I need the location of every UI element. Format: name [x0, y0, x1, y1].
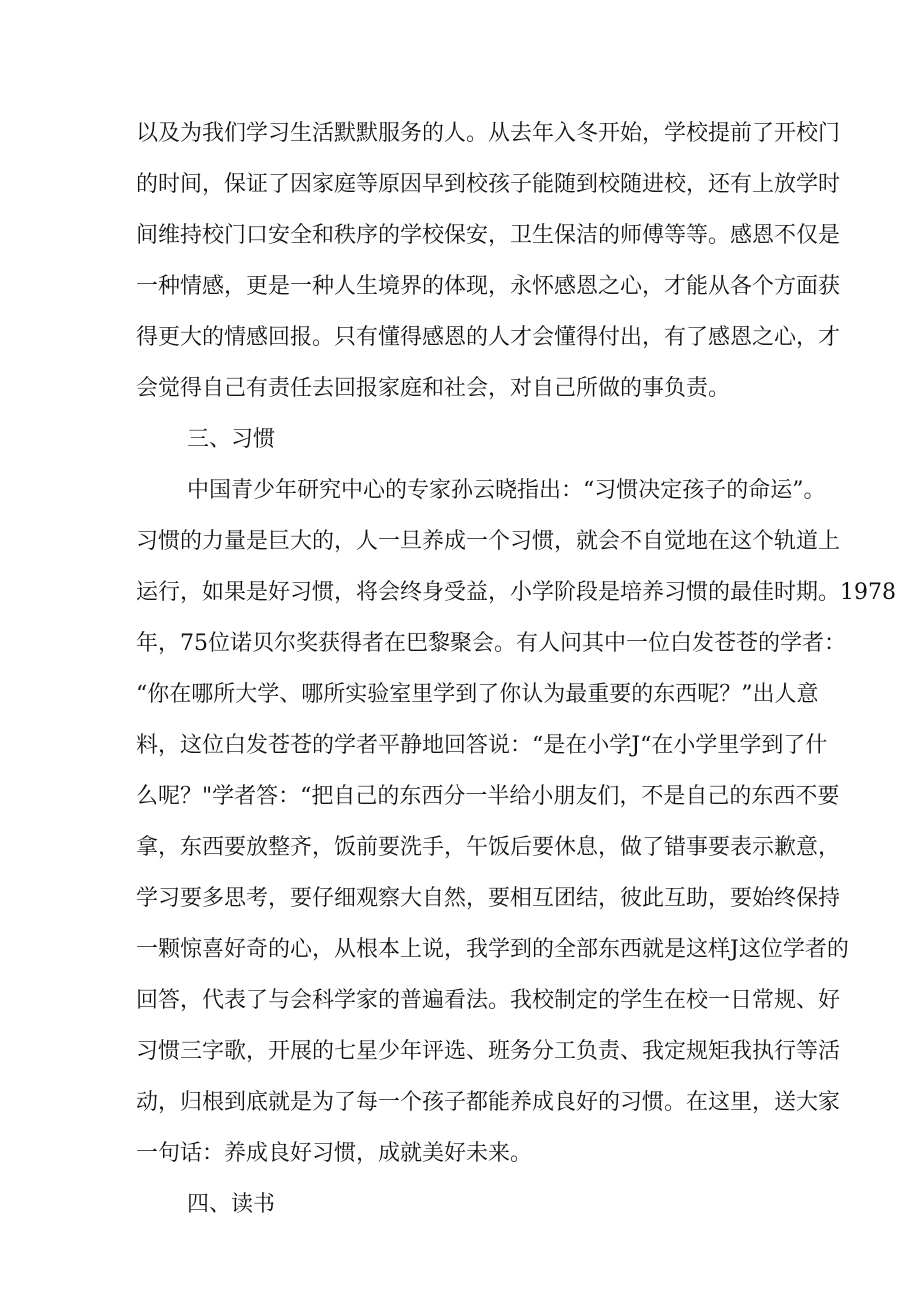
paragraph-line: 料，这位白发苍苍的学者平静地回答说：“是在小学J“在小学里学到了什: [136, 733, 828, 758]
paragraph-line: 得更大的情感回报。只有懂得感恩的人才会懂得付出，有了感恩之心，才: [136, 325, 841, 350]
paragraph-line: 会觉得自己有责任去回报家庭和社会，对自己所做的事负责。: [136, 376, 731, 401]
paragraph-line: 么呢？"学者答：“把自己的东西分一半给小朋友们，不是自己的东西不要: [136, 784, 840, 809]
paragraph-line: 习惯的力量是巨大的，人一旦养成一个习惯，就会不自觉地在这个轨道上: [136, 529, 841, 554]
paragraph-line: 年，75位诺贝尔奖获得者在巴黎聚会。有人问其中一位白发苍苍的学者：: [136, 631, 846, 656]
paragraph-line: 动，归根到底就是为了每一个孩子都能养成良好的习惯。在这里，送大家: [136, 1090, 841, 1115]
paragraph-line: 中国青少年研究中心的专家孙云晓指出：“习惯决定孩子的命运”。: [187, 478, 826, 503]
paragraph-line: 间维持校门口安全和秩序的学校保安，卫生保洁的师傅等等。感恩不仅是: [136, 223, 841, 248]
paragraph-line: 以及为我们学习生活默默服务的人。从去年入冬开始，学校提前了开校门: [136, 121, 841, 146]
section-heading: 三、习惯: [187, 427, 276, 452]
paragraph-line: 拿，东西要放整齐，饭前要洗手，午饭后要休息，做了错事要表示歉意，: [136, 835, 841, 860]
paragraph-line: 一种情感，更是一种人生境界的体现，永怀感恩之心，才能从各个方面获: [136, 274, 841, 299]
paragraph-line: 习惯三字歌，开展的七星少年评选、班务分工负责、我定规矩我执行等活: [136, 1039, 841, 1064]
section-heading: 四、读书: [187, 1192, 276, 1217]
paragraph-line: 回答，代表了与会科学家的普遍看法。我校制定的学生在校一日常规、好: [136, 988, 841, 1013]
paragraph-line: 的时间，保证了因家庭等原因早到校孩子能随到校随进校，还有上放学时: [136, 172, 841, 197]
paragraph-line: 学习要多思考，要仔细观察大自然，要相互团结，彼此互助，要始终保持: [136, 886, 841, 911]
paragraph-line: “你在哪所大学、哪所实验室里学到了你认为最重要的东西呢？”出人意: [136, 682, 819, 707]
paragraph-line: 一句话：养成良好习惯，成就美好未来。: [136, 1141, 533, 1166]
paragraph-line: 一颗惊喜好奇的心，从根本上说，我学到的全部东西就是这样J这位学者的: [136, 937, 849, 962]
paragraph-line: 运行，如果是好习惯，将会终身受益，小学阶段是培养习惯的最佳时期。1978: [136, 580, 896, 605]
